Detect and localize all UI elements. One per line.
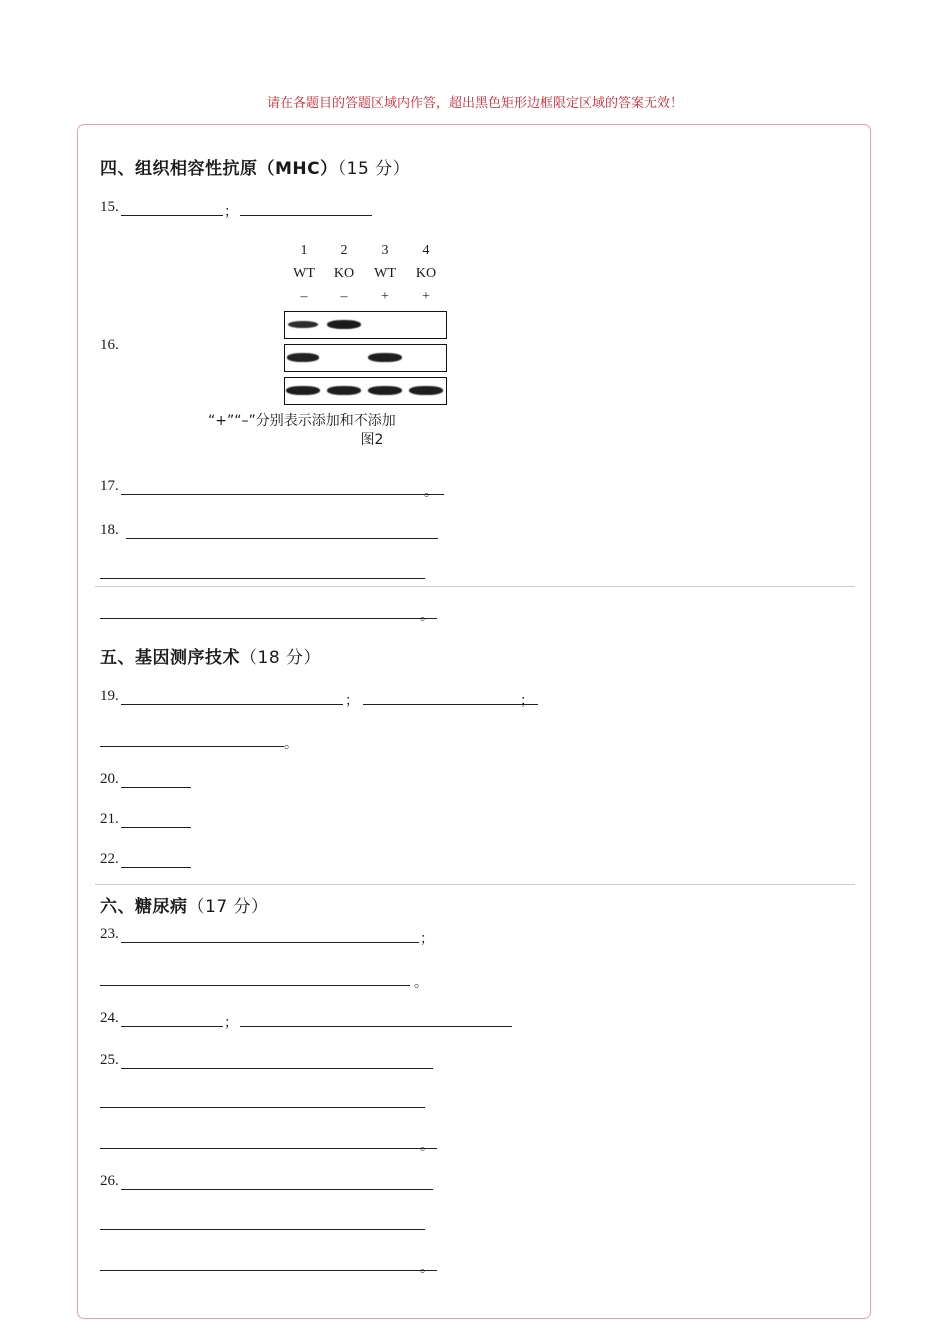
section-five-heading [100, 643, 321, 668]
answer-line-18c[interactable] [100, 618, 437, 619]
answer-line-15a[interactable] [121, 215, 223, 216]
answer-line-19c[interactable] [100, 746, 284, 747]
question-18-number: 18. [100, 522, 119, 538]
end-mark: 。 [424, 485, 438, 500]
figure-note: “+”“–”分别表示添加和不添加 [208, 413, 396, 429]
section-four-score: （15 分） [337, 159, 411, 179]
end-mark: 。 [420, 609, 434, 624]
group-2: 2 [340, 243, 348, 258]
answer-line-26c[interactable] [100, 1270, 437, 1271]
separator: ； [420, 932, 434, 947]
answer-line-19b[interactable] [363, 704, 538, 705]
separator: ； [520, 694, 534, 709]
inhibitor-2: – [340, 289, 348, 304]
answer-line-24b[interactable] [240, 1026, 512, 1027]
answer-line-17[interactable] [121, 494, 444, 495]
question-17-number: 17. [100, 478, 119, 494]
answer-line-22[interactable] [121, 867, 191, 868]
question-25-number: 25. [100, 1052, 119, 1068]
blot-band-ir-3 [368, 353, 401, 362]
question-19-number: 19. [100, 688, 119, 704]
answer-line-25b[interactable] [100, 1107, 425, 1108]
figure-caption: 图2 [360, 432, 384, 448]
separator: ； [224, 205, 238, 220]
answer-line-24a[interactable] [121, 1026, 223, 1027]
answer-line-26b[interactable] [100, 1229, 425, 1230]
section-six-heading [100, 892, 269, 917]
answer-line-15b[interactable] [240, 215, 372, 216]
answer-frame [77, 124, 871, 1319]
question-22-number: 22. [100, 851, 119, 867]
blot-band-ref-1 [286, 386, 319, 395]
blot-band-ref-4 [409, 386, 442, 395]
question-24-number: 24. [100, 1010, 119, 1026]
section-six-score: （17 分） [187, 897, 269, 917]
end-mark: 。 [420, 1139, 434, 1154]
group-1: 1 [300, 243, 308, 258]
answer-line-26a[interactable] [121, 1189, 433, 1190]
question-23-number: 23. [100, 926, 119, 942]
answer-line-18a[interactable] [126, 538, 438, 539]
section-four-title: 四、组织相容性抗原（MHC） [100, 159, 338, 179]
blot-band-mhc-1 [288, 321, 318, 329]
answer-line-21[interactable] [121, 827, 191, 828]
question-20-number: 20. [100, 771, 119, 787]
separator: ； [224, 1016, 238, 1031]
cell-type-3: WT [374, 266, 396, 281]
group-3: 3 [381, 243, 389, 258]
section-six-title: 六、糖尿病 [100, 897, 188, 917]
answer-line-25c[interactable] [100, 1148, 437, 1149]
separator: ； [345, 694, 359, 709]
section-four-heading [100, 154, 410, 179]
blot-mhc [284, 311, 447, 339]
group-4: 4 [422, 243, 430, 258]
question-26-number: 26. [100, 1173, 119, 1189]
section-five-title: 五、基因测序技术 [100, 648, 240, 668]
blot-band-ir-1 [287, 353, 320, 362]
end-mark: 。 [414, 976, 428, 991]
answer-line-20[interactable] [121, 787, 191, 788]
cell-type-2: KO [333, 266, 355, 281]
cell-type-1: WT [293, 266, 315, 281]
answer-line-23a[interactable] [121, 942, 419, 943]
inhibitor-1: – [300, 289, 308, 304]
divider [95, 586, 855, 587]
blot-band-mhc-2 [327, 320, 361, 329]
question-15-number: 15. [100, 199, 119, 215]
answer-area-notice: 请在各题目的答题区域内作答，超出黑色矩形边框限定区域的答案无效！ [266, 95, 683, 110]
divider [95, 884, 855, 885]
answer-line-25a[interactable] [121, 1068, 433, 1069]
blot-band-ref-3 [368, 386, 401, 395]
inhibitor-4: + [422, 289, 430, 304]
answer-line-19a[interactable] [121, 704, 343, 705]
blot-reference [284, 377, 447, 405]
end-mark: 。 [284, 737, 298, 752]
end-mark: 。 [420, 1261, 434, 1276]
cell-type-4: KO [415, 266, 437, 281]
section-five-score: （18 分） [240, 648, 322, 668]
inhibitor-3: + [381, 289, 389, 304]
blot-ir [284, 344, 447, 372]
answer-line-18b[interactable] [100, 578, 425, 579]
answer-line-23b[interactable] [100, 985, 410, 986]
question-21-number: 21. [100, 811, 119, 827]
blot-band-ref-2 [327, 386, 360, 395]
question-16-number: 16. [100, 337, 119, 353]
